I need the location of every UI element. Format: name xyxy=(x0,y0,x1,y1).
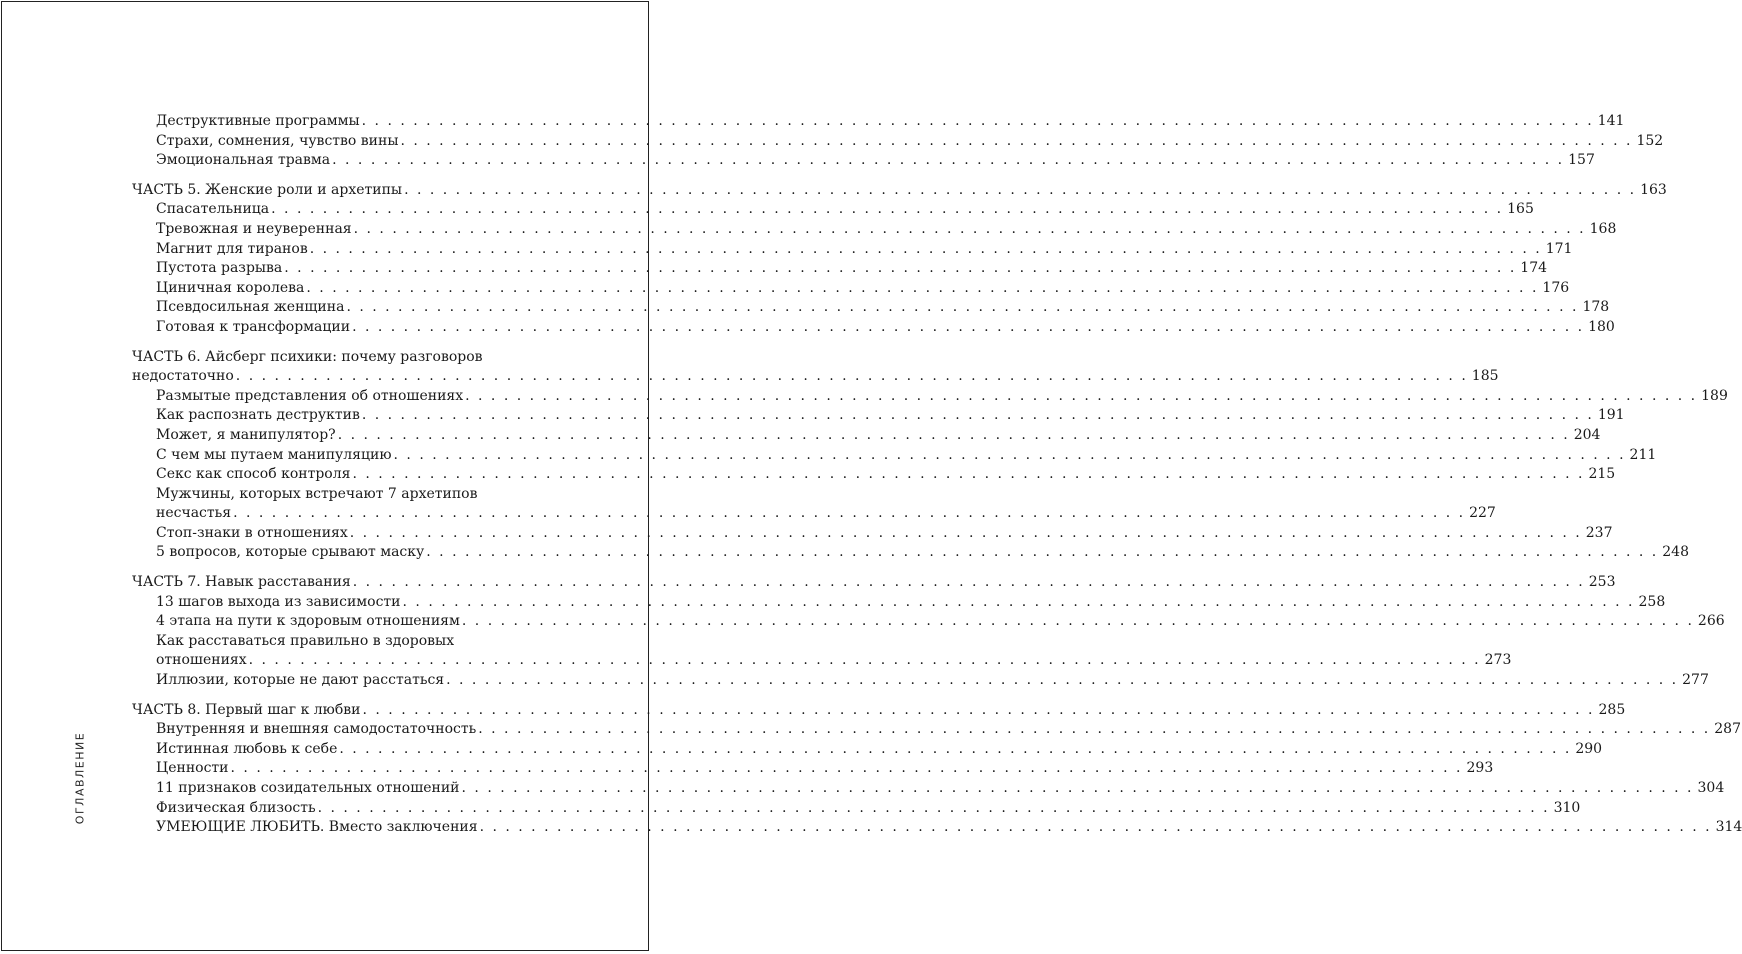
toc-entry[interactable] xyxy=(132,612,1725,632)
toc-entry[interactable] xyxy=(132,543,1689,563)
dot-leader xyxy=(348,524,1586,544)
dot-leader xyxy=(424,543,1662,563)
dot-leader xyxy=(460,612,1698,632)
toc-entry[interactable] xyxy=(132,240,1573,260)
toc-entry-title: Стоп-знаки в отношениях xyxy=(156,524,348,541)
toc-entry[interactable] xyxy=(132,387,1728,407)
toc-entry-page: 176 xyxy=(1542,279,1570,296)
toc-entry-page: 290 xyxy=(1575,740,1603,757)
dot-leader xyxy=(316,799,1554,819)
toc-entry[interactable] xyxy=(132,220,1617,240)
toc-entry-page: 253 xyxy=(1588,574,1616,591)
toc-part-7 xyxy=(132,573,1725,691)
toc-entry[interactable] xyxy=(132,465,1616,485)
toc-entry[interactable] xyxy=(132,740,1603,760)
toc-entry-title: отношениях xyxy=(156,652,247,669)
dot-leader xyxy=(229,759,1467,779)
toc-entry[interactable] xyxy=(132,504,1496,524)
toc-entry[interactable] xyxy=(132,593,1666,613)
toc-entry-page: 189 xyxy=(1701,387,1728,404)
toc-entry-page: 237 xyxy=(1585,524,1613,541)
toc-entry-title: 5 вопросов, которые срывают маску xyxy=(156,544,425,561)
toc-entry-title: Как распознать деструктив xyxy=(156,407,360,424)
dot-leader xyxy=(330,151,1568,171)
toc-entry-title: Готовая к трансформации xyxy=(156,318,351,335)
toc-part-title: ЧАСТЬ 5. Женские роли и архетипы xyxy=(132,181,403,198)
dot-leader xyxy=(476,720,1714,740)
toc-entry-title: Может, я манипулятор? xyxy=(156,426,336,443)
toc-entry-page: 180 xyxy=(1588,318,1615,335)
toc-entry-title: Ценности xyxy=(156,760,229,777)
toc-entry-page: 178 xyxy=(1582,299,1610,316)
dot-leader xyxy=(398,132,1636,152)
dot-leader xyxy=(269,200,1507,220)
toc-entry[interactable] xyxy=(132,524,1613,544)
toc-entry-page: 287 xyxy=(1714,721,1741,738)
toc-entry[interactable] xyxy=(132,426,1601,446)
toc-entry-page: 314 xyxy=(1715,819,1742,836)
toc-entry-page: 258 xyxy=(1638,593,1666,610)
toc-entry[interactable] xyxy=(132,259,1548,279)
toc-entry-title: Эмоциональная травма xyxy=(156,152,331,169)
toc-part-heading[interactable] xyxy=(132,367,1499,387)
toc-entry-page: 211 xyxy=(1629,446,1657,463)
toc-entry-title: С чем мы путаем манипуляцию xyxy=(156,446,392,463)
dot-leader xyxy=(337,740,1575,760)
toc-entry[interactable] xyxy=(132,446,1657,466)
toc-entry-page: 191 xyxy=(1597,407,1625,424)
toc-entry[interactable] xyxy=(132,112,1625,132)
dot-leader xyxy=(401,593,1639,613)
dot-leader xyxy=(351,573,1589,593)
toc-entry-page: 163 xyxy=(1640,181,1667,198)
toc-entry[interactable] xyxy=(132,151,1595,171)
toc-entry[interactable] xyxy=(132,298,1610,318)
dot-leader xyxy=(308,240,1546,260)
toc-entry[interactable] xyxy=(132,651,1512,671)
toc-entry-page: 165 xyxy=(1507,201,1534,218)
toc-entry-page: 293 xyxy=(1466,760,1494,777)
toc-entry[interactable] xyxy=(132,279,1570,299)
toc-entry-title: Деструктивные программы xyxy=(156,113,360,129)
toc-entry-title: Физическая близость xyxy=(156,799,316,816)
toc-part-8 xyxy=(132,701,1742,838)
toc-entry-title: Пустота разрыва xyxy=(156,260,283,277)
toc-entry-page: 204 xyxy=(1573,426,1601,443)
dot-leader xyxy=(360,112,1598,132)
toc-entry-page: 248 xyxy=(1662,544,1689,561)
toc-entry[interactable] xyxy=(132,671,1709,691)
toc-entry-page: 185 xyxy=(1471,368,1499,385)
toc-entry[interactable] xyxy=(132,200,1534,220)
dot-leader xyxy=(247,651,1485,671)
dot-leader xyxy=(402,181,1640,201)
toc-entry-title: Иллюзии, которые не дают расстаться xyxy=(156,672,445,689)
toc-entry-title: Внутренняя и внешняя самодостаточность xyxy=(156,721,477,738)
toc-entry-title: Тревожная и неуверенная xyxy=(156,220,352,237)
dot-leader xyxy=(304,279,1542,299)
toc-entry[interactable] xyxy=(132,799,1581,819)
toc-entry-title: несчастья xyxy=(156,505,232,522)
toc-part-title-line[interactable]: ЧАСТЬ 6. Айсберг психики: почему разговоров xyxy=(132,348,483,365)
toc-entry-page: 227 xyxy=(1469,505,1496,522)
toc-entry-page: 266 xyxy=(1697,613,1725,630)
toc-entry[interactable] xyxy=(132,720,1741,740)
toc-entry-title: Истинная любовь к себе xyxy=(156,740,338,757)
toc-entry[interactable] xyxy=(132,132,1664,152)
toc-entry-page: 277 xyxy=(1682,672,1709,689)
toc-part-heading[interactable] xyxy=(132,701,1626,721)
dot-leader xyxy=(282,259,1520,279)
dot-leader xyxy=(336,426,1574,446)
toc-entry-page: 215 xyxy=(1588,466,1616,483)
toc-entry-page: 174 xyxy=(1520,260,1548,277)
dot-leader xyxy=(444,671,1682,691)
toc-entry[interactable] xyxy=(132,779,1725,799)
toc-entry-page: 168 xyxy=(1589,220,1617,237)
dot-leader xyxy=(463,387,1701,407)
toc-entry[interactable] xyxy=(132,818,1742,838)
dot-leader xyxy=(231,504,1469,524)
dot-leader xyxy=(344,298,1582,318)
section-side-label: ОГЛАВЛЕНИЕ xyxy=(73,731,87,825)
toc-part-heading[interactable] xyxy=(132,573,1616,593)
toc-entry[interactable] xyxy=(132,318,1615,338)
dot-leader xyxy=(392,446,1630,466)
toc-part-title: ЧАСТЬ 7. Навык расставания xyxy=(132,574,351,591)
toc-part-title: недостаточно xyxy=(132,368,234,385)
toc-entry-title: Страхи, сомнения, чувство вины xyxy=(156,132,399,149)
dot-leader xyxy=(360,406,1598,426)
toc-entry-title: УМЕЮЩИЕ ЛЮБИТЬ. Вместо заключения xyxy=(156,819,478,836)
toc-part-6 xyxy=(132,348,1728,564)
toc-entry-title: Магнит для тиранов xyxy=(156,240,308,257)
toc-entry-page: 285 xyxy=(1598,701,1626,718)
toc-entry[interactable] xyxy=(132,406,1625,426)
dot-leader xyxy=(478,818,1716,838)
toc-entry-title: Спасательница xyxy=(156,201,270,218)
dot-leader xyxy=(350,465,1588,485)
toc-entry-title: 4 этапа на пути к здоровым отношениям xyxy=(156,613,460,630)
toc-entry-page: 310 xyxy=(1553,799,1581,816)
toc-entry-title: 13 шагов выхода из зависимости xyxy=(156,593,401,610)
toc-entry-page: 171 xyxy=(1545,240,1573,257)
dot-leader xyxy=(361,701,1599,721)
toc-entry-title: Размытые представления об отношениях xyxy=(156,387,464,404)
toc-entry-page: 141 xyxy=(1597,113,1625,129)
toc-part-title: ЧАСТЬ 8. Первый шаг к любви xyxy=(132,701,361,718)
toc-part-continued xyxy=(132,112,1664,171)
toc-entry-title: Псевдосильная женщина xyxy=(156,299,345,316)
dot-leader xyxy=(234,367,1472,387)
toc-entry-page: 152 xyxy=(1636,132,1664,149)
toc-entry-title-line[interactable]: Мужчины, которых встречают 7 архетипов xyxy=(156,485,478,502)
toc-part-5 xyxy=(132,181,1667,338)
toc-entry[interactable] xyxy=(132,759,1494,779)
dot-leader xyxy=(352,220,1590,240)
dot-leader xyxy=(460,779,1698,799)
toc-entry-page: 304 xyxy=(1697,780,1725,796)
toc-entry-page: 157 xyxy=(1568,152,1595,169)
toc-part-heading[interactable] xyxy=(132,181,1667,201)
dot-leader xyxy=(350,318,1588,338)
toc-entry-title: Циничная королева xyxy=(156,279,305,296)
toc-entry-title-line[interactable]: Как расставаться правильно в здоровых xyxy=(156,632,455,649)
table-of-contents xyxy=(132,112,1742,838)
toc-entry-page: 273 xyxy=(1484,652,1512,669)
toc-entry-title: 11 признаков созидательных отношений xyxy=(156,780,460,796)
toc-entry-title: Секс как способ контроля xyxy=(156,466,351,483)
